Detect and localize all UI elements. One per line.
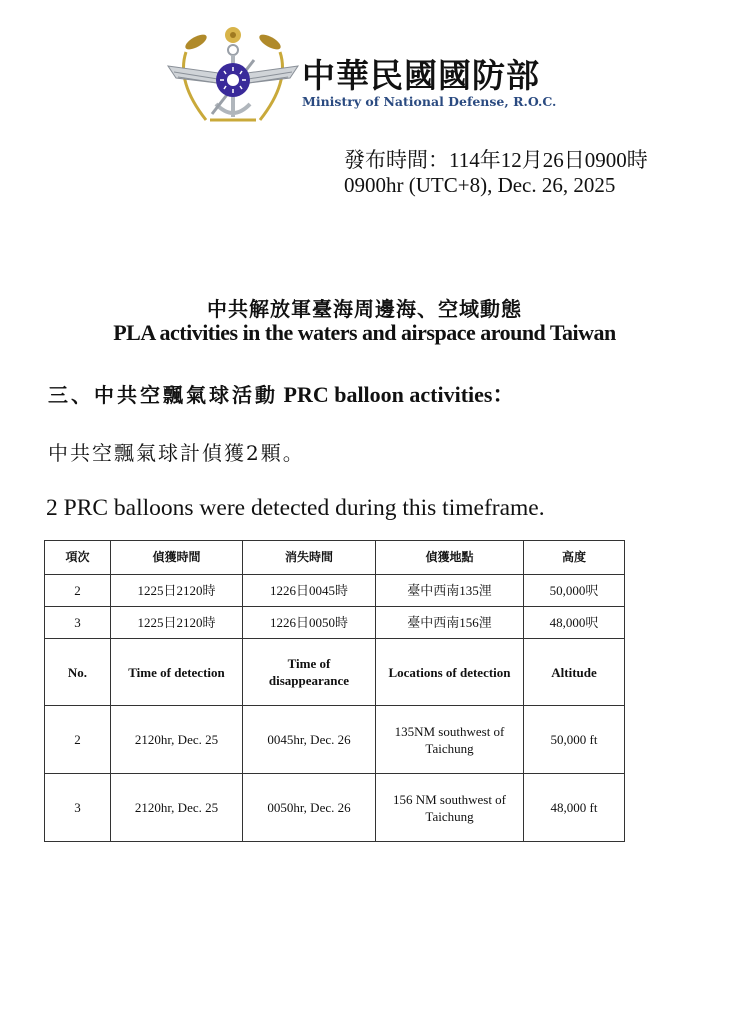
header-detection-time-zh: 偵獲時間 — [111, 541, 243, 575]
cell-altitude: 48,000呎 — [524, 607, 625, 639]
table-row — [45, 607, 625, 639]
cell-altitude: 50,000 ft — [524, 706, 625, 774]
table-row — [45, 575, 625, 607]
document-title-en: PLA activities in the waters and airspace around Taiwan — [113, 320, 616, 345]
mnd-emblem-icon — [166, 22, 300, 128]
table-header-row-zh — [45, 541, 625, 575]
cell-no: 3 — [45, 774, 111, 842]
cell-altitude: 48,000 ft — [524, 774, 625, 842]
cell-no: 2 — [45, 706, 111, 774]
cell-altitude: 50,000呎 — [524, 575, 625, 607]
header-detection-time-en: Time of detection — [111, 639, 243, 706]
cell-detection-time: 1225日2120時 — [111, 607, 243, 639]
header-disappearance-time-zh: 消失時間 — [243, 541, 376, 575]
cell-no: 2 — [45, 575, 111, 607]
section-heading-zh: 三、中共空飄氣球活動 — [48, 383, 278, 407]
cell-location: 臺中西南135浬 — [376, 575, 524, 607]
header-disappearance-time-en: Time of disappearance — [243, 639, 376, 706]
header-location-en: Locations of detection — [376, 639, 524, 706]
cell-disappearance-time: 1226日0045時 — [243, 575, 376, 607]
summary-en: 2 PRC balloons were detected during this timeframe. — [46, 495, 545, 521]
cell-detection-time: 2120hr, Dec. 25 — [111, 706, 243, 774]
cell-detection-time: 2120hr, Dec. 25 — [111, 774, 243, 842]
balloon-activity-table — [44, 540, 625, 842]
table-header-row-en — [45, 639, 625, 706]
cell-location: 臺中西南156浬 — [376, 607, 524, 639]
cell-location: 156 NM southwest of Taichung — [376, 774, 524, 842]
org-name-zh: 中華民國國防部 — [302, 56, 540, 95]
org-name-en: Ministry of National Defense, R.O.C. — [302, 94, 557, 109]
cell-disappearance-time: 0050hr, Dec. 26 — [243, 774, 376, 842]
cell-disappearance-time: 1226日0050時 — [243, 607, 376, 639]
header-item-no-zh: 項次 — [45, 541, 111, 575]
summary-zh: 中共空飄氣球計偵獲2顆。 — [48, 441, 305, 465]
cell-disappearance-time: 0045hr, Dec. 26 — [243, 706, 376, 774]
release-time-zh: 發布時間：114年12月26日0900時 — [344, 148, 648, 172]
section-heading — [48, 378, 515, 409]
cell-location: 135NM southwest of Taichung — [376, 706, 524, 774]
header-location-zh: 偵獲地點 — [376, 541, 524, 575]
release-time-en: 0900hr (UTC+8), Dec. 26, 2025 — [344, 173, 616, 197]
header-item-no-en: No. — [45, 639, 111, 706]
header-altitude-en: Altitude — [524, 639, 625, 706]
section-heading-en: PRC balloon activities： — [278, 382, 515, 407]
document-title-zh: 中共解放軍臺海周邊海、空域動態 — [207, 297, 522, 321]
table-row — [45, 774, 625, 842]
cell-detection-time: 1225日2120時 — [111, 575, 243, 607]
table-row — [45, 706, 625, 774]
cell-no: 3 — [45, 607, 111, 639]
header-altitude-zh: 高度 — [524, 541, 625, 575]
